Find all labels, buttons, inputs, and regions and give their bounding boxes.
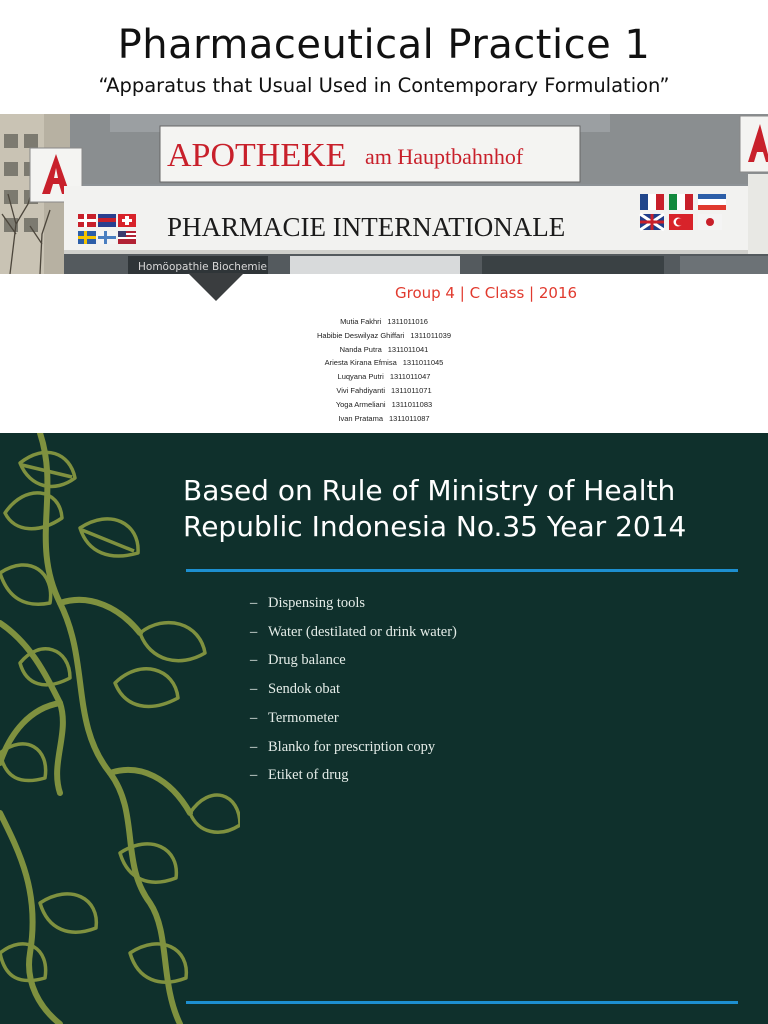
member-row	[284, 315, 484, 329]
list-item	[250, 589, 457, 618]
list-item	[250, 704, 457, 733]
list-item-text: Sendok obat	[268, 681, 341, 698]
member-name: Mutia Fakhri	[340, 317, 382, 326]
divider-top	[186, 569, 738, 572]
member-id: 1311011041	[387, 344, 429, 354]
list-item-text: Dispensing tools	[268, 595, 366, 611]
member-name: Vivi Fahdiyanti	[336, 385, 386, 395]
member-row	[284, 384, 484, 398]
member-row	[284, 370, 484, 384]
apotheke-sign-suffix: am Hauptbahnhof	[365, 144, 524, 169]
member-id: 1311011039	[410, 330, 451, 340]
member-name: Nanda Putra	[339, 344, 382, 354]
divider-bottom	[186, 1001, 738, 1004]
list-item	[250, 733, 457, 762]
list-dash: –	[250, 738, 258, 755]
member-row	[284, 329, 484, 343]
member-row	[284, 356, 484, 370]
member-id: 1311011016	[387, 317, 428, 326]
list-dash: –	[250, 652, 258, 669]
member-name: Ariesta Kirana Efmisa	[324, 358, 397, 368]
list-item-text: Termometer	[268, 709, 339, 726]
homoeopathie-sign-text: Homöopathie Biochemie	[138, 261, 268, 273]
slide-heading-line-2: Republic Indonesia No.35 Year 2014	[183, 510, 687, 543]
list-item	[250, 761, 457, 790]
member-row	[284, 398, 484, 412]
list-dash: –	[250, 767, 258, 784]
member-name: Habibie Deswilyaz Ghiffari	[316, 330, 405, 340]
pharmacie-sign-text: PHARMACIE INTERNATIONALE	[167, 212, 566, 242]
apotheke-sign-text: APOTHEKE	[167, 137, 347, 174]
member-id: 1311011045	[402, 358, 444, 368]
member-list	[284, 315, 484, 425]
list-dash: –	[250, 623, 258, 640]
member-id: 1311011083	[391, 399, 433, 409]
list-item-text: Drug balance	[268, 652, 346, 669]
member-id: 1311011071	[391, 385, 432, 395]
list-item-text: Etiket of drug	[268, 767, 349, 784]
content-slide	[0, 433, 768, 1024]
list-dash: –	[250, 681, 258, 698]
group-class-year: Group 4 | C Class | 2016	[395, 284, 578, 302]
list-item	[250, 675, 457, 704]
member-row	[284, 412, 484, 426]
member-name: Ivan Pratama	[338, 413, 383, 423]
slide-heading-line-1: Based on Rule of Ministry of Health	[183, 474, 676, 507]
slide-heading	[183, 473, 758, 545]
list-item-text: Water (destilated or drink water)	[268, 623, 457, 640]
list-dash: –	[250, 595, 258, 611]
pharmacy-photo	[0, 114, 768, 274]
pointer-arrow-icon	[188, 273, 244, 301]
member-name: Yoga Armeliani	[335, 399, 386, 409]
title-slide	[0, 0, 768, 432]
slide-title: Pharmaceutical Practice 1	[117, 22, 651, 68]
list-item-text: Blanko for prescription copy	[268, 738, 436, 755]
list-item	[250, 646, 457, 675]
slide-subtitle: “Apparatus that Usual Used in Contemporary Formulation”	[98, 74, 670, 97]
apparatus-list	[250, 589, 457, 790]
list-item	[250, 618, 457, 647]
list-dash: –	[250, 709, 258, 726]
member-id: 1311011047	[389, 372, 431, 382]
member-name: Luqyana Putri	[337, 372, 384, 382]
member-row	[284, 343, 484, 357]
member-id: 1311011087	[389, 413, 430, 423]
